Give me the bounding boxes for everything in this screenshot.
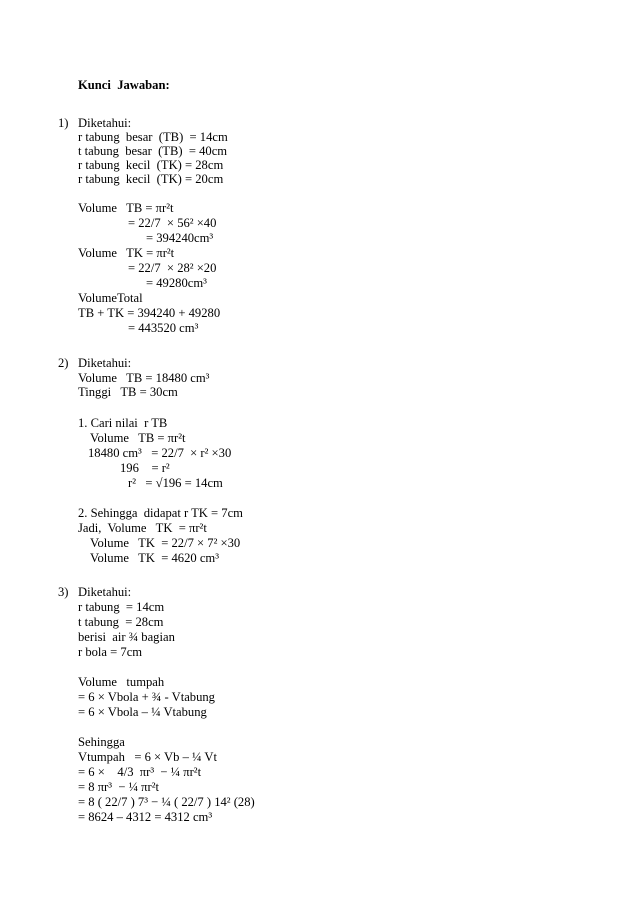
q2-step1-r: r² = √196 = 14cm <box>128 476 223 490</box>
q3-t: t tabung = 28cm <box>78 615 164 629</box>
q1-t-tk: r tabung kecil (TK) = 20cm <box>78 172 224 186</box>
q1-t-tb: t tabung besar (TB) = 40cm <box>78 144 228 158</box>
q1-vol-tb-calc: = 22/7 × 56² ×40 <box>128 216 217 230</box>
q1-total-result: = 443520 cm³ <box>128 321 199 335</box>
q2-number: 2) <box>58 356 69 370</box>
q3-eq7: = 8624 – 4312 = 4312 cm³ <box>78 810 213 824</box>
q3-eq2: = 6 × Vbola – ¼ Vtabung <box>78 705 207 719</box>
q1-total-label: VolumeTotal <box>78 291 143 305</box>
q3-eq6: = 8 ( 22/7 ) 7³ − ¼ ( 22/7 ) 14² (28) <box>78 795 255 809</box>
q3-number: 3) <box>58 585 69 599</box>
q2-volume: Volume TB = 18480 cm³ <box>78 371 210 385</box>
q1-r-tb: r tabung besar (TB) = 14cm <box>78 130 228 144</box>
q3-vol-label: Volume tumpah <box>78 675 165 689</box>
q2-height: Tinggi TB = 30cm <box>78 385 178 399</box>
q3-r-bola: r bola = 7cm <box>78 645 143 659</box>
q1-given: Diketahui: <box>78 116 132 130</box>
q2-step1-formula: Volume TB = πr²t <box>90 431 186 445</box>
q1-total-sum: TB + TK = 394240 + 49280 <box>78 306 221 320</box>
q1-r-tk: r tabung kecil (TK) = 28cm <box>78 158 224 172</box>
q3-sehingga: Sehingga <box>78 735 125 749</box>
q2-tk-calc: Volume TK = 22/7 × 7² ×30 <box>90 536 241 550</box>
q3-eq1: = 6 × Vbola + ¾ - Vtabung <box>78 690 215 704</box>
page-title: Kunci Jawaban: <box>78 78 170 92</box>
q2-step1-r2: 196 = r² <box>120 461 170 475</box>
q2-step1: 1. Cari nilai r TB <box>78 416 168 430</box>
q1-vol-tk-calc: = 22/7 × 28² ×20 <box>128 261 217 275</box>
q1-vol-tk: Volume TK = πr²t <box>78 246 175 260</box>
q2-jadi: Jadi, Volume TK = πr²t <box>78 521 207 535</box>
q3-eq4: = 6 × 4/3 πr³ − ¼ πr²t <box>78 765 202 779</box>
q2-step1-sub: 18480 cm³ = 22/7 × r² ×30 <box>88 446 232 460</box>
q3-r: r tabung = 14cm <box>78 600 165 614</box>
q1-number: 1) <box>58 116 69 130</box>
q2-step2: 2. Sehingga didapat r TK = 7cm <box>78 506 243 520</box>
q3-eq3: Vtumpah = 6 × Vb – ¼ Vt <box>78 750 217 764</box>
q3-air: berisi air ¾ bagian <box>78 630 175 644</box>
q1-vol-tb-result: = 394240cm³ <box>146 231 214 245</box>
q2-given: Diketahui: <box>78 356 132 370</box>
q1-vol-tb: Volume TB = πr²t <box>78 201 174 215</box>
q3-eq5: = 8 πr³ − ¼ πr²t <box>78 780 159 794</box>
q3-given: Diketahui: <box>78 585 132 599</box>
q1-vol-tk-result: = 49280cm³ <box>146 276 207 290</box>
q2-tk-result: Volume TK = 4620 cm³ <box>90 551 219 565</box>
